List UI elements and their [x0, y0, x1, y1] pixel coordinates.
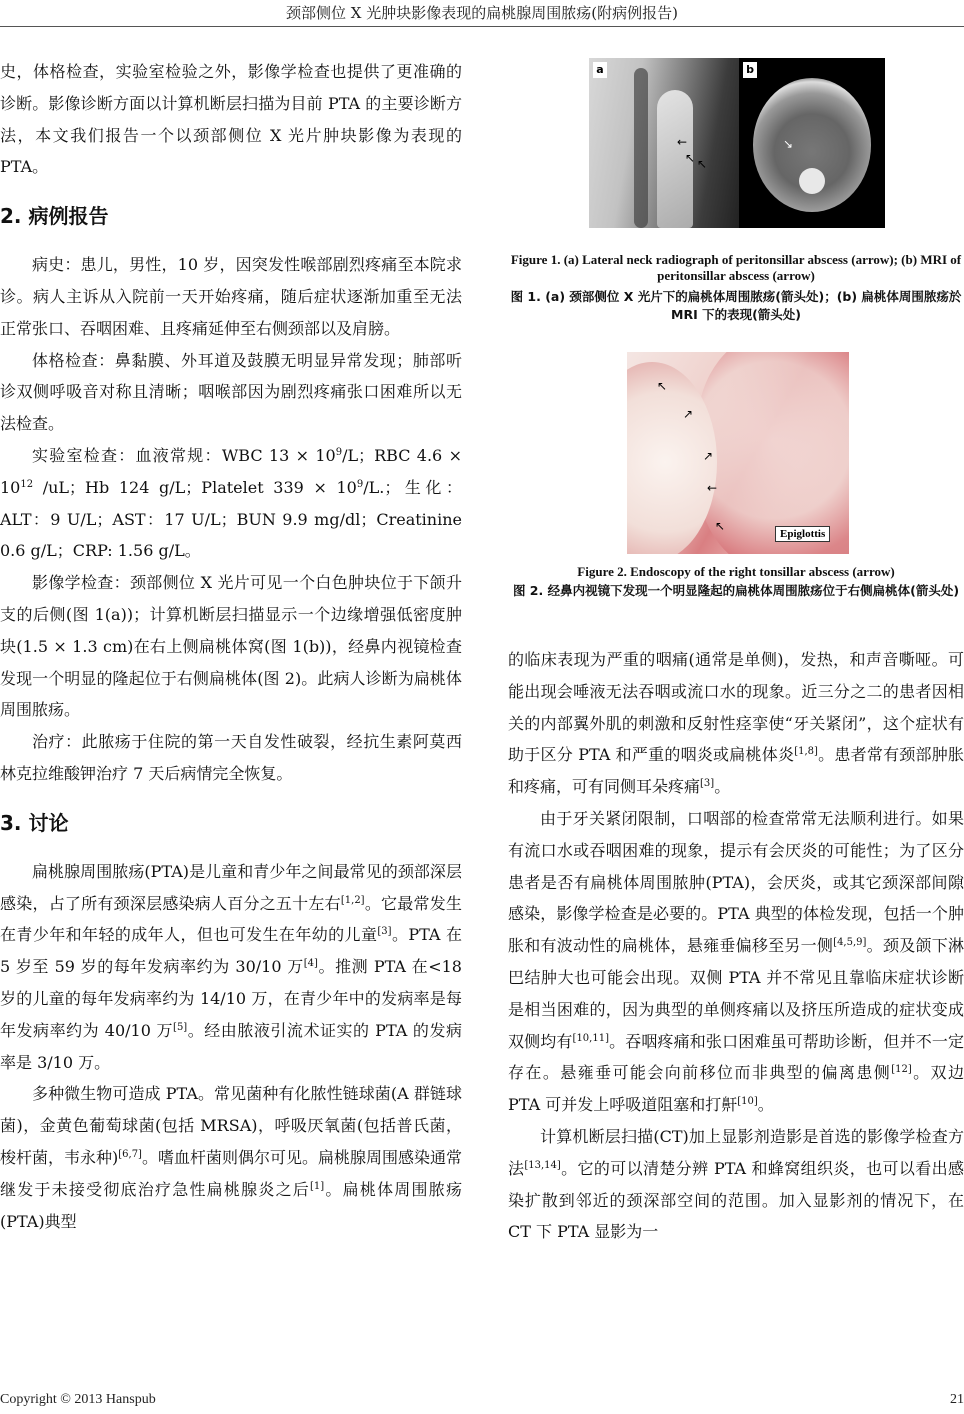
paragraph-physical-exam: 体格检查：鼻黏膜、外耳道及鼓膜无明显异常发现；肺部听诊双侧呼吸音对称且清晰；咽喉部因为剧烈疼痛张口困难所以无法检查。	[0, 350, 462, 434]
axial-scan-image	[739, 58, 885, 228]
citation[interactable]: [10]	[737, 1096, 758, 1108]
paragraph-ct-imaging: 计算机断层扫描(CT)加上显影剂造影是首选的影像学检查方法[13,14]。它的可以清楚分辨 PTA 和蜂窝组织炎，也可以看出感染扩散到邻近的颈深部空间的范围。加入显影剂的情况下，在 CT 下 PTA 显影为一	[508, 1126, 964, 1242]
paragraph-treatment: 治疗：此脓疡于住院的第一天自发性破裂，经抗生素阿莫西林克拉维酸钾治疗 7 天后病情完全恢复。	[0, 732, 462, 783]
arrow-icon: ↗	[703, 449, 714, 463]
citation[interactable]: [1]	[310, 1180, 325, 1192]
figure-2-caption-english: Figure 2. Endoscopy of the right tonsillar abscess (arrow)	[577, 564, 895, 579]
citation[interactable]: [3]	[700, 778, 715, 790]
footer-copyright: Copyright © 2013 Hanspub	[0, 1392, 156, 1407]
paragraph-microbiology: 多种微生物可造成 PTA。常见菌种有化脓性链球菌(A 群链球菌)，金黄色葡萄球菌(包括 MRSA)，呼吸厌氧菌(包括普氏菌，梭杆菌，韦永种)[6,7]。嗜血杆菌则偶尔可见。扁桃腺周围感染通常继发于未接受彻底治疗急性扁桃腺炎之后[1]。扁桃体周围脓疡(PTA)典型	[0, 1084, 462, 1231]
citation[interactable]: [5]	[173, 1021, 188, 1033]
footer-page-number: 21	[950, 1392, 964, 1407]
citation[interactable]: [12]	[891, 1064, 912, 1076]
paragraph-lab-tests: 实验室检查：血液常规：WBC $13 \times 10^9/L$；RBC $4.6 \times 10^{12}$ /uL；Hb 124 g/L；Platelet $339 \times 10^9/L$.；生化：ALT：9 U/L；AST：17 U/L；BUN 9.9 mg/dl；Creatinine 0.6 g/L；CRP: 1.56 g/L。	[0, 445, 462, 561]
paragraph-imaging: 影像学检查：颈部侧位 X 光片可见一个白色肿块位于下颌升支的后侧(图 1(a))；计算机断层扫描显示一个边缘增强低密度肿块(1.5 × 1.3 cm)在右上侧扁桃体窝(图 1(b))，经鼻内视镜检查发现一个明显的隆起位于右侧扁桃体(图 2)。此病人诊断为扁桃体周围脓疡。	[0, 573, 462, 720]
citation[interactable]: [1,8]	[794, 746, 818, 758]
arrow-icon: ↗	[683, 407, 694, 421]
citation[interactable]: [4,5,9]	[833, 937, 867, 949]
paragraph-intro-continued: 史，体格检查，实验室检验之外，影像学检查也提供了更准确的诊断。影像诊断方面以计算机断层扫描为目前 PTA 的主要诊断方法，本文我们报告一个以颈部侧位 X 光片肿块影像为表现的 PTA。	[0, 62, 462, 177]
figure-1-caption-english: Figure 1. (a) Lateral neck radiograph of peritonsillar abscess (arrow); (b) MRI of peritonsillar abscess (arrow)	[510, 252, 962, 283]
figure-2-endoscopy-image	[627, 352, 849, 554]
arrow-icon: ↘	[783, 137, 794, 151]
figure-2-caption-chinese: 图 2. 经鼻内视镜下发现一个明显隆起的扁桃体周围脓疡位于右侧扁桃体(箭头处)	[512, 583, 960, 598]
citation[interactable]: [13,14]	[524, 1159, 561, 1171]
arrow-icon: ↖	[697, 157, 708, 171]
arrow-icon: ↖	[657, 379, 668, 393]
paragraph-clinical-presentation: 的临床表现为严重的咽痛(通常是单侧)，发热，和声音嘶哑。可能出现会唾液无法吞咽或流口水的现象。近三分之二的患者因相关的内部翼外肌的刺激和反射性痉挛使“牙关紧闭”，这个症状有助于区分 PTA 和严重的咽炎或扁桃体炎[1,8]。患者常有颈部肿胀和疼痛，可有同侧耳朵疼痛[3]。	[508, 650, 964, 797]
section-heading-case-report: 2. 病例报告	[0, 204, 109, 229]
arrow-icon: ←	[677, 135, 688, 149]
citation[interactable]: [6,7]	[118, 1148, 142, 1160]
citation[interactable]: [1,2]	[340, 894, 365, 906]
lateral-neck-radiograph	[589, 58, 739, 228]
figure-panel-label: b	[743, 62, 757, 78]
arrow-icon: ↖	[685, 151, 696, 165]
running-title: 颈部侧位 X 光肿块影像表现的扁桃腺周围脓疡(附病例报告)	[286, 4, 678, 22]
arrow-icon: ↖	[715, 519, 726, 533]
figure-1-image	[589, 58, 885, 228]
epiglottis-label: Epiglottis	[775, 526, 830, 542]
figure-panel-label: a	[593, 62, 607, 78]
citation[interactable]: [3]	[377, 926, 392, 938]
arrow-icon: ←	[707, 481, 718, 495]
paragraph-examination: 由于牙关紧闭限制，口咽部的检查常常无法顺利进行。如果有流口水或吞咽困难的现象，提示有会厌炎的可能性；为了区分患者是否有扁桃体周围脓肿(PTA)，会厌炎，或其它颈深部间隙感染，影像学检查是必要的。PTA 典型的体检发现，包括一个肿胀和有波动性的扁桃体，悬雍垂偏移至另一侧[4,5,9]。颈及颌下淋巴结肿大也可能会出现。双侧 PTA 并不常见且靠临床症状诊断是相当困难的，因为典型的单侧疼痛以及挤压所造成的症状变成双侧均有[10,11]。吞咽疼痛和张口困难虽可帮助诊断，但并不一定存在。悬雍垂可能会向前移位而非典型的偏离患侧[12]。双边 PTA 可并发上呼吸道阻塞和打鼾[10]。	[508, 808, 964, 1115]
citation[interactable]: [4]	[303, 958, 318, 970]
paragraph-epidemiology: 扁桃腺周围脓疡(PTA)是儿童和青少年之间最常见的颈部深层感染，占了所有颈深层感染病人百分之五十左右[1,2]。它最常发生在青少年和年轻的成年人，但也可发生在年幼的儿童[3]。PTA 在 5 岁至 59 岁的每年发病率约为 30/10 万[4]。推测 PTA 在<18 岁的儿童的每年发病率约为 14/10 万，在青少年中的发病率是每年发病率约为 40/10 万[5]。经由脓液引流术证实的 PTA 的发病率是 3/10 万。	[0, 861, 462, 1072]
paragraph-history: 病史：患儿，男性，10 岁，因突发性喉部剧烈疼痛至本院求诊。病人主诉从入院前一天开始疼痛，随后症状逐渐加重至无法正常张口、吞咽困难、且疼痛延伸至右侧颈部以及肩膀。	[0, 255, 462, 338]
right-column-body	[508, 644, 964, 1248]
figure-1-caption-chinese: 图 1. (a) 颈部侧位 X 光片下的扁桃体周围脓疡(箭头处)；(b) 扁桃体周围脓疡於 MRI 下的表现(箭头处)	[510, 289, 962, 322]
header-rule	[0, 26, 964, 27]
citation[interactable]: [10,11]	[572, 1032, 609, 1044]
section-heading-discussion: 3. 讨论	[0, 810, 69, 835]
left-column	[0, 56, 462, 1237]
